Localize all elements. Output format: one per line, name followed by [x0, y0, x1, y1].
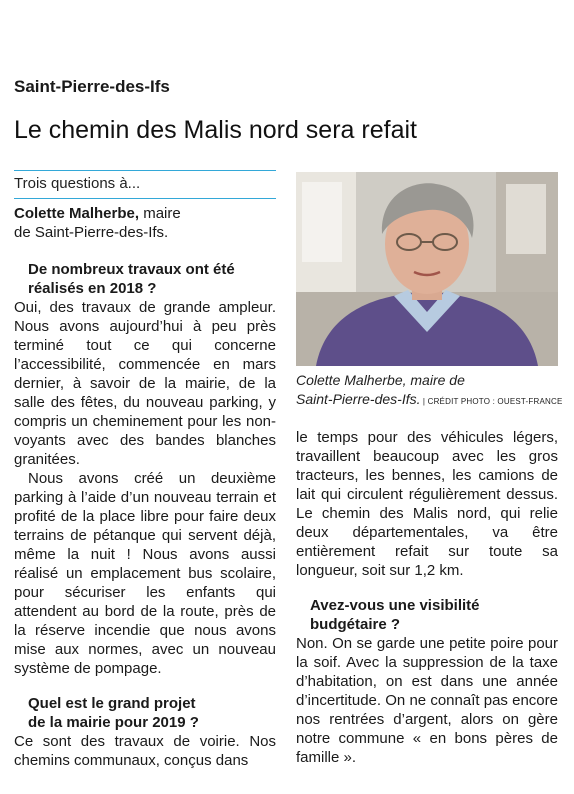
- answer-1-paragraph-1: Oui, des travaux de grande ampleur. Nous avons aujourd’hui à peu près terminé tout ce qui concerne l’accessibilité, commencée en mars dernier, à savoir de la mairie, de la salle des fêtes, du nouveau parking, y compris un cheminement pour les non-voyants avec des bandes blanches granitées.: [14, 299, 276, 468]
- interview-box-title: Trois questions à...: [14, 175, 141, 192]
- question-3-line-1: Avez-vous une visibilité: [310, 597, 480, 614]
- caption-line-1: Colette Malherbe, maire de: [296, 372, 465, 388]
- question-2: [14, 694, 276, 732]
- photo-credit: | CRÉDIT PHOTO : OUEST-FRANCE: [420, 397, 563, 406]
- question-2-line-2: de la mairie pour 2019 ?: [28, 714, 199, 731]
- interviewee-name: Colette Malherbe,: [14, 205, 140, 222]
- article-headline: Le chemin des Malis nord sera refait: [14, 116, 417, 144]
- question-1: [14, 260, 276, 298]
- answer-1-paragraph-2: Nous avons créé un deuxième parking à l’aide d’un nouveau terrain et profité de la place libre pour faire deux terrains de pétanque qui servent déjà, même la nuit ! Nous avons aussi réalisé un emplacement bus scolaire, pour sécuriser les enfants qui attendent au bord de la route, près de la réserve incendie que nous avons mise aux normes, avec un nouveau système de pompage.: [14, 470, 276, 677]
- question-1-line-1: De nombreux travaux ont été: [28, 261, 235, 278]
- answer-2-start: Ce sont des travaux de voirie. Nos chemins communaux, conçus dans: [14, 733, 276, 769]
- interviewee-role: maire: [139, 205, 181, 222]
- location-kicker: Saint-Pierre-des-Ifs: [14, 77, 170, 96]
- photo-caption: [296, 371, 566, 411]
- question-1-line-2: réalisés en 2018 ?: [28, 280, 157, 297]
- question-2-line-1: Quel est le grand projet: [28, 695, 196, 712]
- interviewee-commune: de Saint-Pierre-des-Ifs.: [14, 224, 169, 241]
- answer-2-continued: le temps pour des véhicules légers, travaillent beaucoup avec les gros tracteurs, les bennes, les camions de lait qui circulent régulièrement dessus. Le chemin des Malis nord, qui relie deux départementales, va être entièrement refait sur toute sa longueur, soit sur 1,2 km.: [296, 429, 558, 579]
- section-rule-bottom: [14, 198, 276, 199]
- answer-3: Non. On se garde une petite poire pour la soif. Avec la suppression de la taxe d’habitation, on est dans une année d’incertitude. On ne connaît pas encore nos rentrées d’argent, alors on gère notre commune « en bons pères de famille ».: [296, 635, 558, 766]
- right-column: [296, 428, 558, 767]
- question-3-line-2: budgétaire ?: [310, 616, 401, 633]
- question-3: [296, 596, 558, 634]
- portrait-illustration: [296, 172, 558, 366]
- left-column: [14, 260, 276, 770]
- interviewee-byline: [14, 204, 276, 242]
- section-rule-top: [14, 170, 276, 171]
- portrait-photo: [296, 172, 558, 366]
- caption-line-2: Saint-Pierre-des-Ifs.: [296, 391, 421, 407]
